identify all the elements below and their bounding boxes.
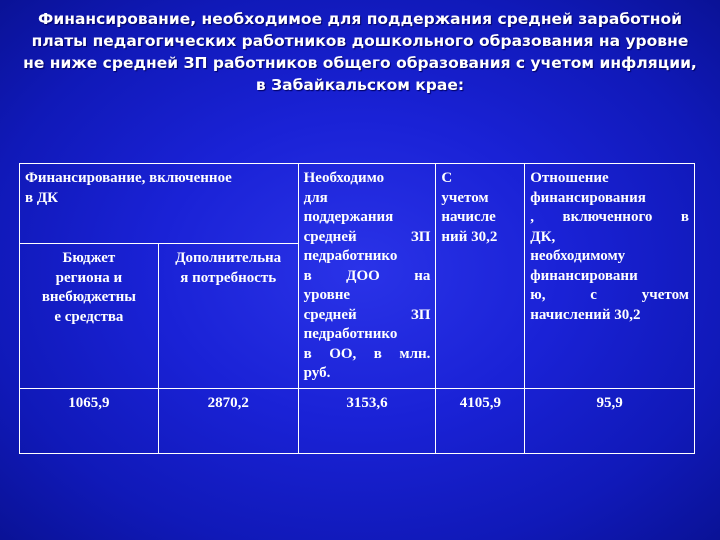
cell-ratio: 95,9 <box>525 388 695 453</box>
header-budget-line: Бюджет <box>62 250 116 267</box>
header-ratio-line: необходимому <box>530 248 626 264</box>
header-additional-need <box>158 244 298 388</box>
header-ratio-line: финансировани <box>530 267 638 284</box>
header-required-line: поддержания <box>303 209 394 225</box>
header-required-line: педработнико <box>303 326 398 342</box>
header-ratio <box>525 164 695 389</box>
header-additional-line: я потребность <box>180 269 277 286</box>
header-ratio-line: ДК, <box>530 228 556 245</box>
header-budget <box>20 244 159 388</box>
header-ratio-line: ю, с учетом <box>530 287 689 303</box>
header-financing-line: в ДК <box>25 189 59 206</box>
header-charges-line: начисле <box>441 209 496 225</box>
header-required-line: в ОО, в млн. <box>303 345 431 362</box>
header-required-financing <box>298 164 436 389</box>
header-required-line: средней ЗП <box>303 306 431 323</box>
title-line: в Забайкальском крае: <box>255 76 465 94</box>
header-required-line: в ДОО на <box>303 267 431 284</box>
header-charges-line: ний 30,2 <box>441 228 498 245</box>
header-financing-line: Финансирование, включенное <box>25 170 232 186</box>
header-required-line: средней ЗП <box>303 228 431 245</box>
header-financing-included <box>20 164 299 244</box>
financing-table <box>19 163 695 454</box>
header-ratio-line: финансирования <box>530 189 646 206</box>
cell-with-charges: 4105,9 <box>436 388 525 453</box>
header-required-line: для <box>303 189 328 206</box>
header-additional-line: Дополнительна <box>175 250 282 267</box>
title-line: Финансирование, необходимое для поддержания средней заработной <box>38 10 682 28</box>
header-with-charges <box>436 164 525 389</box>
header-required-line: уровне <box>303 287 350 303</box>
cell-additional-need: 2870,2 <box>158 388 298 453</box>
header-required-line: Необходимо <box>303 170 385 186</box>
slide-title <box>20 8 700 96</box>
cell-required: 3153,6 <box>298 388 436 453</box>
header-charges-line: учетом <box>441 189 489 206</box>
header-ratio-line: Отношение <box>530 170 609 186</box>
header-budget-line: внебюджетны <box>41 289 136 306</box>
table-header-row <box>20 164 695 244</box>
header-ratio-line: , включенного в <box>530 209 689 225</box>
header-charges-line: С <box>441 170 453 186</box>
header-budget-line: региона и <box>55 269 123 286</box>
header-ratio-line: начислений 30,2 <box>530 306 641 323</box>
header-required-line: руб. <box>303 365 331 381</box>
header-budget-line: е средства <box>54 308 124 325</box>
table-row <box>20 388 695 453</box>
header-required-line: педработнико <box>303 248 398 264</box>
title-line: платы педагогических работников дошкольного образования на уровне <box>31 32 689 50</box>
cell-budget: 1065,9 <box>20 388 159 453</box>
title-line: не ниже средней ЗП работников общего образования с учетом инфляции, <box>23 54 697 72</box>
